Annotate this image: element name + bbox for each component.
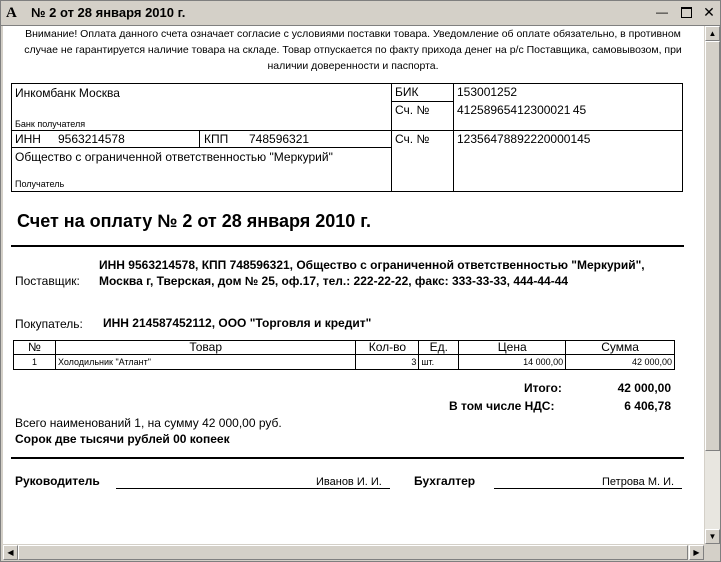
corr-account-label: Сч. № bbox=[395, 103, 430, 117]
title-rule bbox=[11, 245, 684, 247]
invoice-sheet bbox=[3, 26, 704, 544]
total-label: Итого: bbox=[524, 381, 562, 395]
kpp-label: КПП bbox=[204, 132, 229, 146]
recipient-caption: Получатель bbox=[15, 179, 65, 189]
account-label: Сч. № bbox=[395, 132, 430, 146]
row-sum: 42 000,00 bbox=[566, 355, 675, 370]
buyer-value: ИНН 214587452112, ООО "Торговля и кредит" bbox=[103, 316, 372, 330]
row-price: 14 000,00 bbox=[459, 355, 566, 370]
col-number: № bbox=[14, 341, 56, 355]
vat-label: В том числе НДС: bbox=[449, 399, 555, 413]
head-name: Иванов И. И. bbox=[316, 476, 382, 488]
bik-value: 153001252 bbox=[457, 85, 518, 99]
total-value: 42 000,00 bbox=[617, 381, 671, 395]
col-unit: Ед. bbox=[419, 341, 459, 355]
items-table bbox=[13, 340, 675, 370]
invoice-title: Счет на оплату № 2 от 28 января 2010 г. bbox=[17, 211, 371, 231]
window-title: № 2 от 28 января 2010 г. bbox=[31, 5, 186, 20]
items-header-row bbox=[14, 341, 675, 355]
vertical-scroll-thumb[interactable] bbox=[705, 41, 720, 451]
vat-value: 6 406,78 bbox=[624, 399, 671, 413]
accountant-name: Петрова М. И. bbox=[602, 476, 675, 488]
kpp-value: 748596321 bbox=[249, 132, 310, 146]
head-label: Руководитель bbox=[15, 474, 100, 488]
corr-account-value: 41258965412300021 45 bbox=[457, 103, 587, 117]
row-product: Холодильник "Атлант" bbox=[55, 355, 355, 370]
supplier-value: ИНН 9563214578, КПП 748596321, Общество с ограниченной ответственностью "Меркурий", Москва г, Тверская, дом № 25, оф.17, тел.: 222-22-22, факс: 333-33-33, 444-44-44 bbox=[99, 258, 645, 288]
col-price: Цена bbox=[459, 341, 566, 355]
items-count-line: Всего наименований 1, на сумму 42 000,00 руб. bbox=[15, 416, 282, 430]
minimize-icon[interactable]: — bbox=[656, 5, 668, 19]
scroll-left-icon[interactable]: ◀ bbox=[3, 545, 18, 560]
scroll-up-icon[interactable]: ▲ bbox=[705, 26, 720, 41]
col-sum: Сумма bbox=[566, 341, 675, 355]
payment-notice: Внимание! Оплата данного счета означает согласие с условиями поставки товара. Уведомление об оплате обязательно, в противном случае не гарантируется наличие товара на складе. Товар отпускается по факту прихода денег на р/с Поставщика, самовывозом, при наличии доверенности и паспорта. bbox=[24, 28, 682, 72]
head-signature-line bbox=[116, 488, 390, 489]
recipient-name: Общество с ограниченной ответственностью "Меркурий" bbox=[15, 150, 333, 164]
bik-label: БИК bbox=[395, 85, 419, 99]
account-value: 12356478892220000145 bbox=[457, 132, 591, 146]
buyer-label: Покупатель: bbox=[15, 317, 83, 331]
document-app-icon: A bbox=[6, 5, 17, 21]
scroll-down-icon[interactable]: ▼ bbox=[705, 529, 720, 544]
accountant-label: Бухгалтер bbox=[414, 474, 476, 488]
horizontal-scrollbar[interactable] bbox=[3, 545, 704, 560]
bank-details-table bbox=[11, 83, 683, 192]
title-bar[interactable] bbox=[1, 1, 720, 26]
inn-label: ИНН bbox=[15, 132, 41, 146]
horizontal-scroll-thumb[interactable] bbox=[18, 545, 688, 560]
scroll-right-icon[interactable]: ▶ bbox=[689, 545, 704, 560]
close-icon[interactable]: ✕ bbox=[703, 4, 715, 20]
amount-in-words: Сорок две тысячи рублей 00 копеек bbox=[15, 432, 230, 446]
vertical-scrollbar[interactable] bbox=[705, 26, 720, 544]
table-row bbox=[14, 355, 675, 370]
inn-value: 9563214578 bbox=[58, 132, 125, 146]
accountant-signature-line bbox=[494, 488, 682, 489]
row-quantity: 3 bbox=[356, 355, 419, 370]
col-quantity: Кол-во bbox=[356, 341, 419, 355]
row-unit: шт. bbox=[419, 355, 459, 370]
maximize-icon[interactable] bbox=[678, 5, 694, 20]
col-product: Товар bbox=[55, 341, 355, 355]
bank-caption: Банк получателя bbox=[15, 119, 86, 129]
bank-name: Инкомбанк Москва bbox=[15, 86, 120, 100]
row-number: 1 bbox=[14, 355, 56, 370]
supplier-label: Поставщик: bbox=[15, 274, 80, 288]
summary-rule bbox=[11, 457, 684, 459]
